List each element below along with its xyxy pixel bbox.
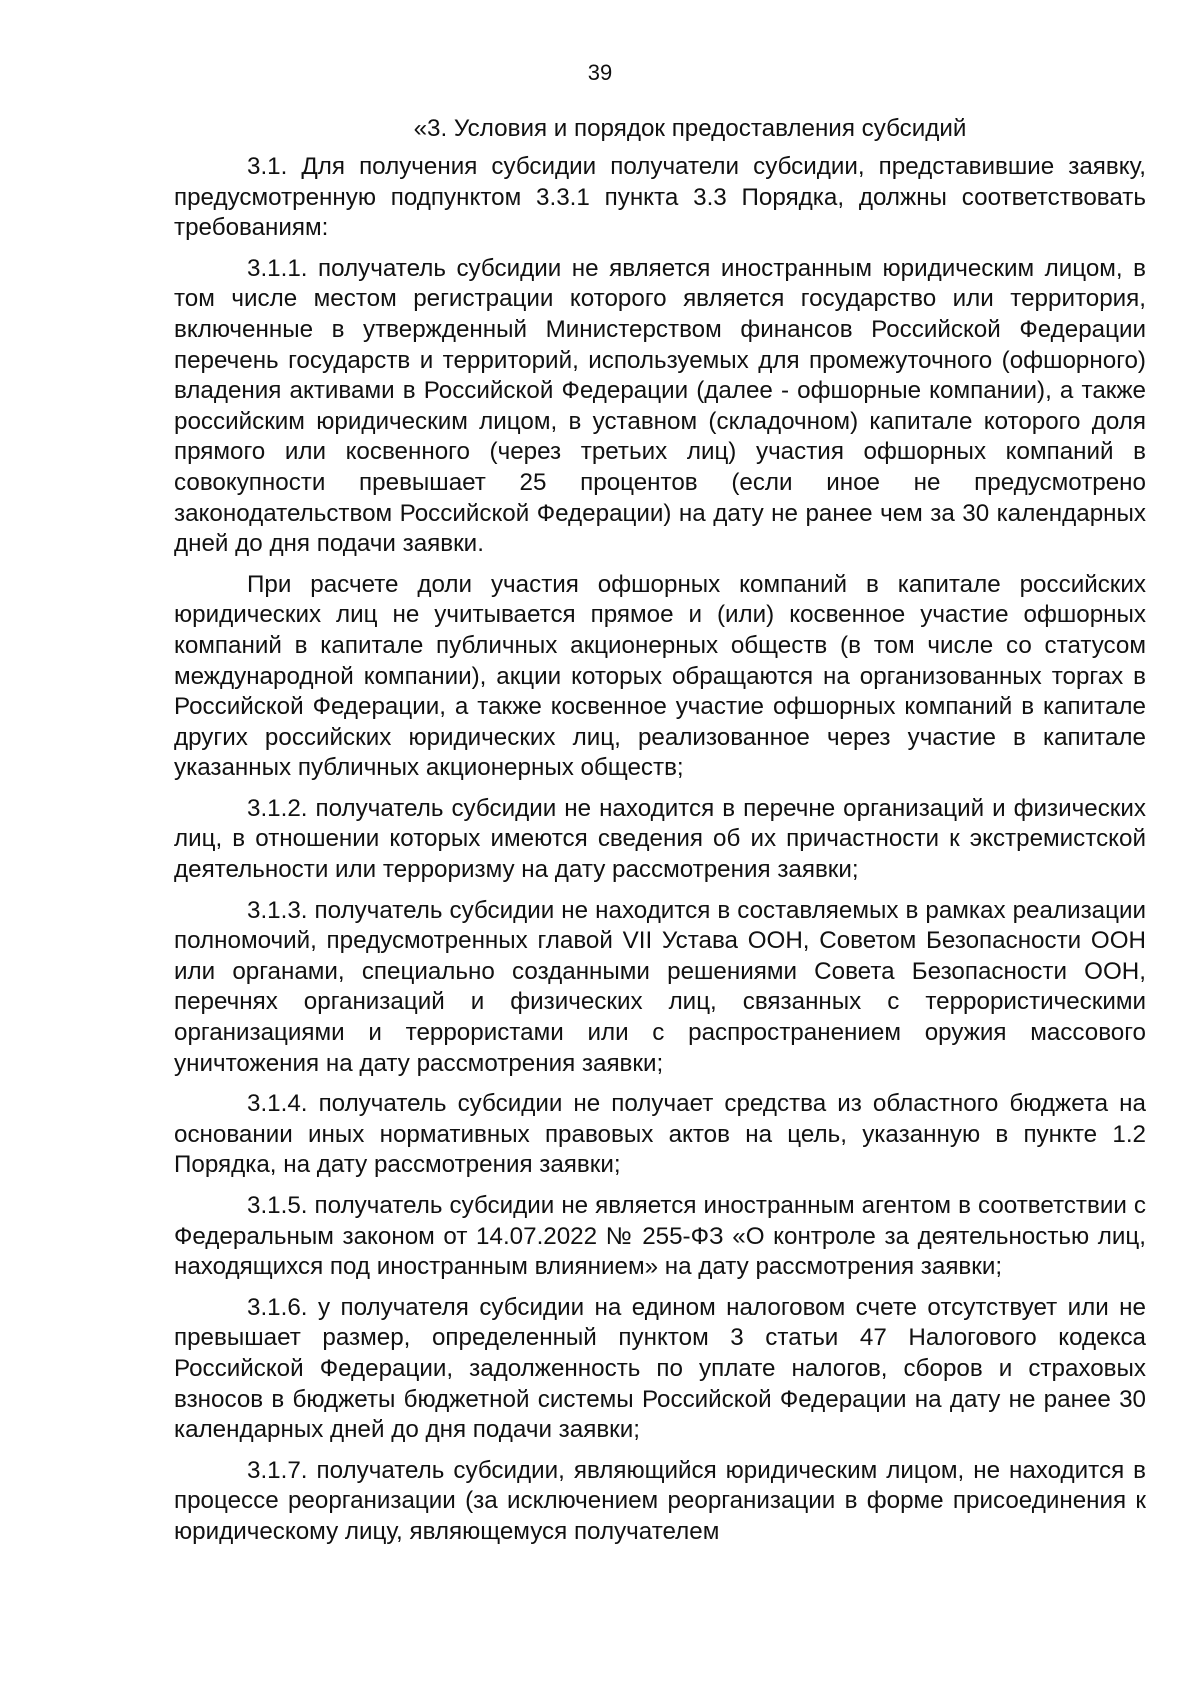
paragraph-3-1-1: 3.1.1. получатель субсидии не является иностранным юридическим лицом, в том числе местом регистрации которого является государство или территория, включенные в утвержденный Министерством финансов Российской Федерации перечень государств и территорий, используемых для промежуточного (офшорного) владения активами в Российской Федерации (далее - офшорные компании), а также российским юридическим лицом, в уставном (складочном) капитале которого доля прямого или косвенного (через третьих лиц) участия офшорных компаний в совокупности превышает 25 процентов (если иное не предусмотрено законодательством Российской Федерации) на дату не ранее чем за 30 календарных дней до дня подачи заявки.: [174, 254, 1146, 558]
section-title: «3. Условия и порядок предоставления субсидий: [413, 115, 967, 142]
document-body: [174, 114, 1146, 1558]
paragraph-offshore-calculation: При расчете доли участия офшорных компаний в капитале российских юридических лиц не учитывается прямое и (или) косвенное участие офшорных компаний в капитале публичных акционерных обществ (в том числе со статусом международной компании), акции которых обращаются на организованных торгах в Российской Федерации, а также косвенное участие офшорных компаний в капитале других российских юридических лиц, реализованное через участие в капитале указанных публичных акционерных обществ;: [174, 570, 1146, 782]
paragraph-3-1-5: 3.1.5. получатель субсидии не является иностранным агентом в соответствии с Федеральным законом от 14.07.2022 № 255-ФЗ «О контроле за деятельностью лиц, находящихся под иностранным влиянием» на дату рассмотрения заявки;: [174, 1192, 1146, 1281]
page-number: 39: [587, 60, 613, 85]
paragraph-3-1-4: 3.1.4. получатель субсидии не получает средства из областного бюджета на основании иных нормативных правовых актов на цель, указанную в пункте 1.2 Порядка, на дату рассмотрения заявки;: [174, 1090, 1146, 1179]
paragraph-3-1-3: 3.1.3. получатель субсидии не находится в составляемых в рамках реализации полномочий, предусмотренных главой VII Устава ООН, Советом Безопасности ООН или органами, специально созданными решениями Совета Безопасности ООН, перечнях организаций и физических лиц, связанных с террористическими организациями и террористами или с распространением оружия массового уничтожения на дату рассмотрения заявки;: [174, 896, 1146, 1077]
paragraph-3-1-2: 3.1.2. получатель субсидии не находится в перечне организаций и физических лиц, в отношении которых имеются сведения об их причастности к экстремистской деятельности или терроризму на дату рассмотрения заявки;: [174, 794, 1146, 884]
paragraph-3-1: 3.1. Для получения субсидии получатели субсидии, представившие заявку, предусмотренную подпунктом 3.3.1 пункта 3.3 Порядка, должны соответствовать требованиям:: [174, 153, 1146, 242]
paragraph-3-1-6: 3.1.6. у получателя субсидии на едином налоговом счете отсутствует или не превышает размер, определенный пунктом 3 статьи 47 Налогового кодекса Российской Федерации, задолженность по уплате налогов, сборов и страховых взносов в бюджеты бюджетной системы Российской Федерации на дату не ранее 30 календарных дней до дня подачи заявки;: [174, 1293, 1146, 1444]
paragraph-3-1-7: 3.1.7. получатель субсидии, являющийся юридическим лицом, не находится в процессе реорганизации (за исключением реорганизации в форме присоединения к юридическому лицу, являющемуся получателем: [174, 1456, 1146, 1545]
